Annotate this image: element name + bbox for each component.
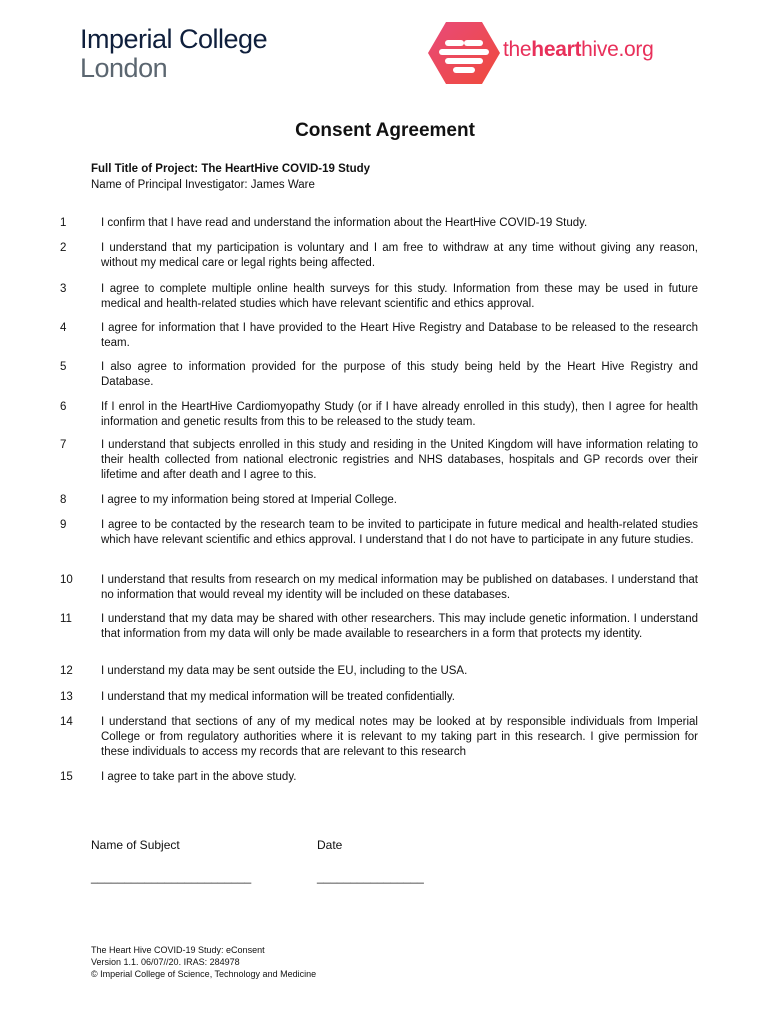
consent-item-number: 10 <box>60 574 73 586</box>
hearthive-wordmark-hive: hive.org <box>581 38 654 61</box>
hearthive-wordmark <box>503 38 653 62</box>
consent-item-number: 7 <box>60 439 67 451</box>
consent-item-number: 14 <box>60 716 73 728</box>
imperial-logo-line1: Imperial College <box>80 24 268 54</box>
date-signature-line[interactable]: ________________ <box>317 870 424 884</box>
consent-item-text: I also agree to information provided for the purpose of this study being held by the Heart Hive Registry and Database. <box>101 361 698 388</box>
consent-item-text: I understand that my data may be shared with other researchers. This may include genetic information. I understand that information from my data will only be made available to researchers in a form that protects my identity. <box>101 613 698 640</box>
name-signature-line[interactable]: ________________________ <box>91 870 252 884</box>
consent-item-number: 12 <box>60 665 73 677</box>
consent-item-text: I understand that sections of any of my medical notes may be looked at by responsible individuals from Imperial College or from regulatory authorities where it is relevant to my taking part in this research. I give permission for these individuals to access my records that are relevant to this research <box>101 716 698 758</box>
consent-item-text: I understand that subjects enrolled in this study and residing in the United Kingdom will have information relating to their health collected from national electronic registries and NHS databases, hospitals and GP records over their lifetime and after death and I agree to this. <box>101 439 698 481</box>
hearthive-wordmark-heart: heart <box>531 38 582 61</box>
document-footer <box>91 944 316 980</box>
consent-item-number: 2 <box>60 242 67 254</box>
hearthive-wordmark-the: the <box>503 38 532 61</box>
consent-item-number: 3 <box>60 283 67 295</box>
page-title: Consent Agreement <box>295 120 475 141</box>
consent-item-number: 11 <box>60 613 72 625</box>
consent-item-text: I agree to my information being stored at Imperial College. <box>101 494 397 506</box>
footer-line-2: Version 1.1. 06/07//20. IRAS: 284978 <box>91 957 240 967</box>
consent-item-text: If I enrol in the HeartHive Cardiomyopathy Study (or if I have already enrolled in this study), then I agree for health information and genetic results from this to be released to the study team. <box>101 401 698 428</box>
consent-item-number: 8 <box>60 494 67 506</box>
consent-item-text: I agree for information that I have provided to the Heart Hive Registry and Database to be released to the research team. <box>101 322 698 349</box>
consent-item-text: I understand that results from research on my medical information may be published on databases. I understand that no information that would reveal my identity will be included on these databases. <box>101 574 698 601</box>
consent-item-text: I agree to complete multiple online health surveys for this study. Information from these may be used in future medical and health-related studies which have relevant scientific and ethics approval. <box>101 283 698 310</box>
footer-line-1: The Heart Hive COVID-19 Study: eConsent <box>91 945 265 955</box>
consent-item-text: I understand my data may be sent outside the EU, including to the USA. <box>101 665 468 677</box>
footer-line-3: © Imperial College of Science, Technology and Medicine <box>91 969 317 979</box>
consent-item-number: 4 <box>60 322 67 334</box>
consent-item-number: 15 <box>60 771 73 783</box>
principal-investigator: Name of Principal Investigator: James Ware <box>91 179 315 191</box>
date-label: Date <box>317 838 343 852</box>
consent-item-number: 13 <box>60 691 73 703</box>
consent-item-number: 5 <box>60 361 67 373</box>
consent-item-text: I confirm that I have read and understand the information about the HeartHive COVID-19 Study. <box>101 217 588 229</box>
consent-item-number: 9 <box>60 519 67 531</box>
consent-item-number: 1 <box>60 217 67 229</box>
name-of-subject-label: Name of Subject <box>91 838 180 852</box>
hearthive-logo-icon <box>428 20 500 86</box>
consent-item-text: I agree to take part in the above study. <box>101 771 297 783</box>
consent-item-number: 6 <box>60 401 67 413</box>
project-title: Full Title of Project: The HeartHive COVID-19 Study <box>91 163 371 175</box>
consent-item-text: I understand that my participation is voluntary and I am free to withdraw at any time without giving any reason, without my medical care or legal rights being affected. <box>101 242 698 269</box>
consent-item-text: I agree to be contacted by the research team to be invited to participate in future medical and health-related studies which have relevant scientific and ethics approval. I understand that I do not have to participate in any future studies. <box>101 519 698 546</box>
imperial-logo-line2: London <box>80 53 168 83</box>
consent-item-text: I understand that my medical information will be treated confidentially. <box>101 691 455 703</box>
imperial-college-logo <box>80 26 267 82</box>
project-meta <box>91 161 370 193</box>
